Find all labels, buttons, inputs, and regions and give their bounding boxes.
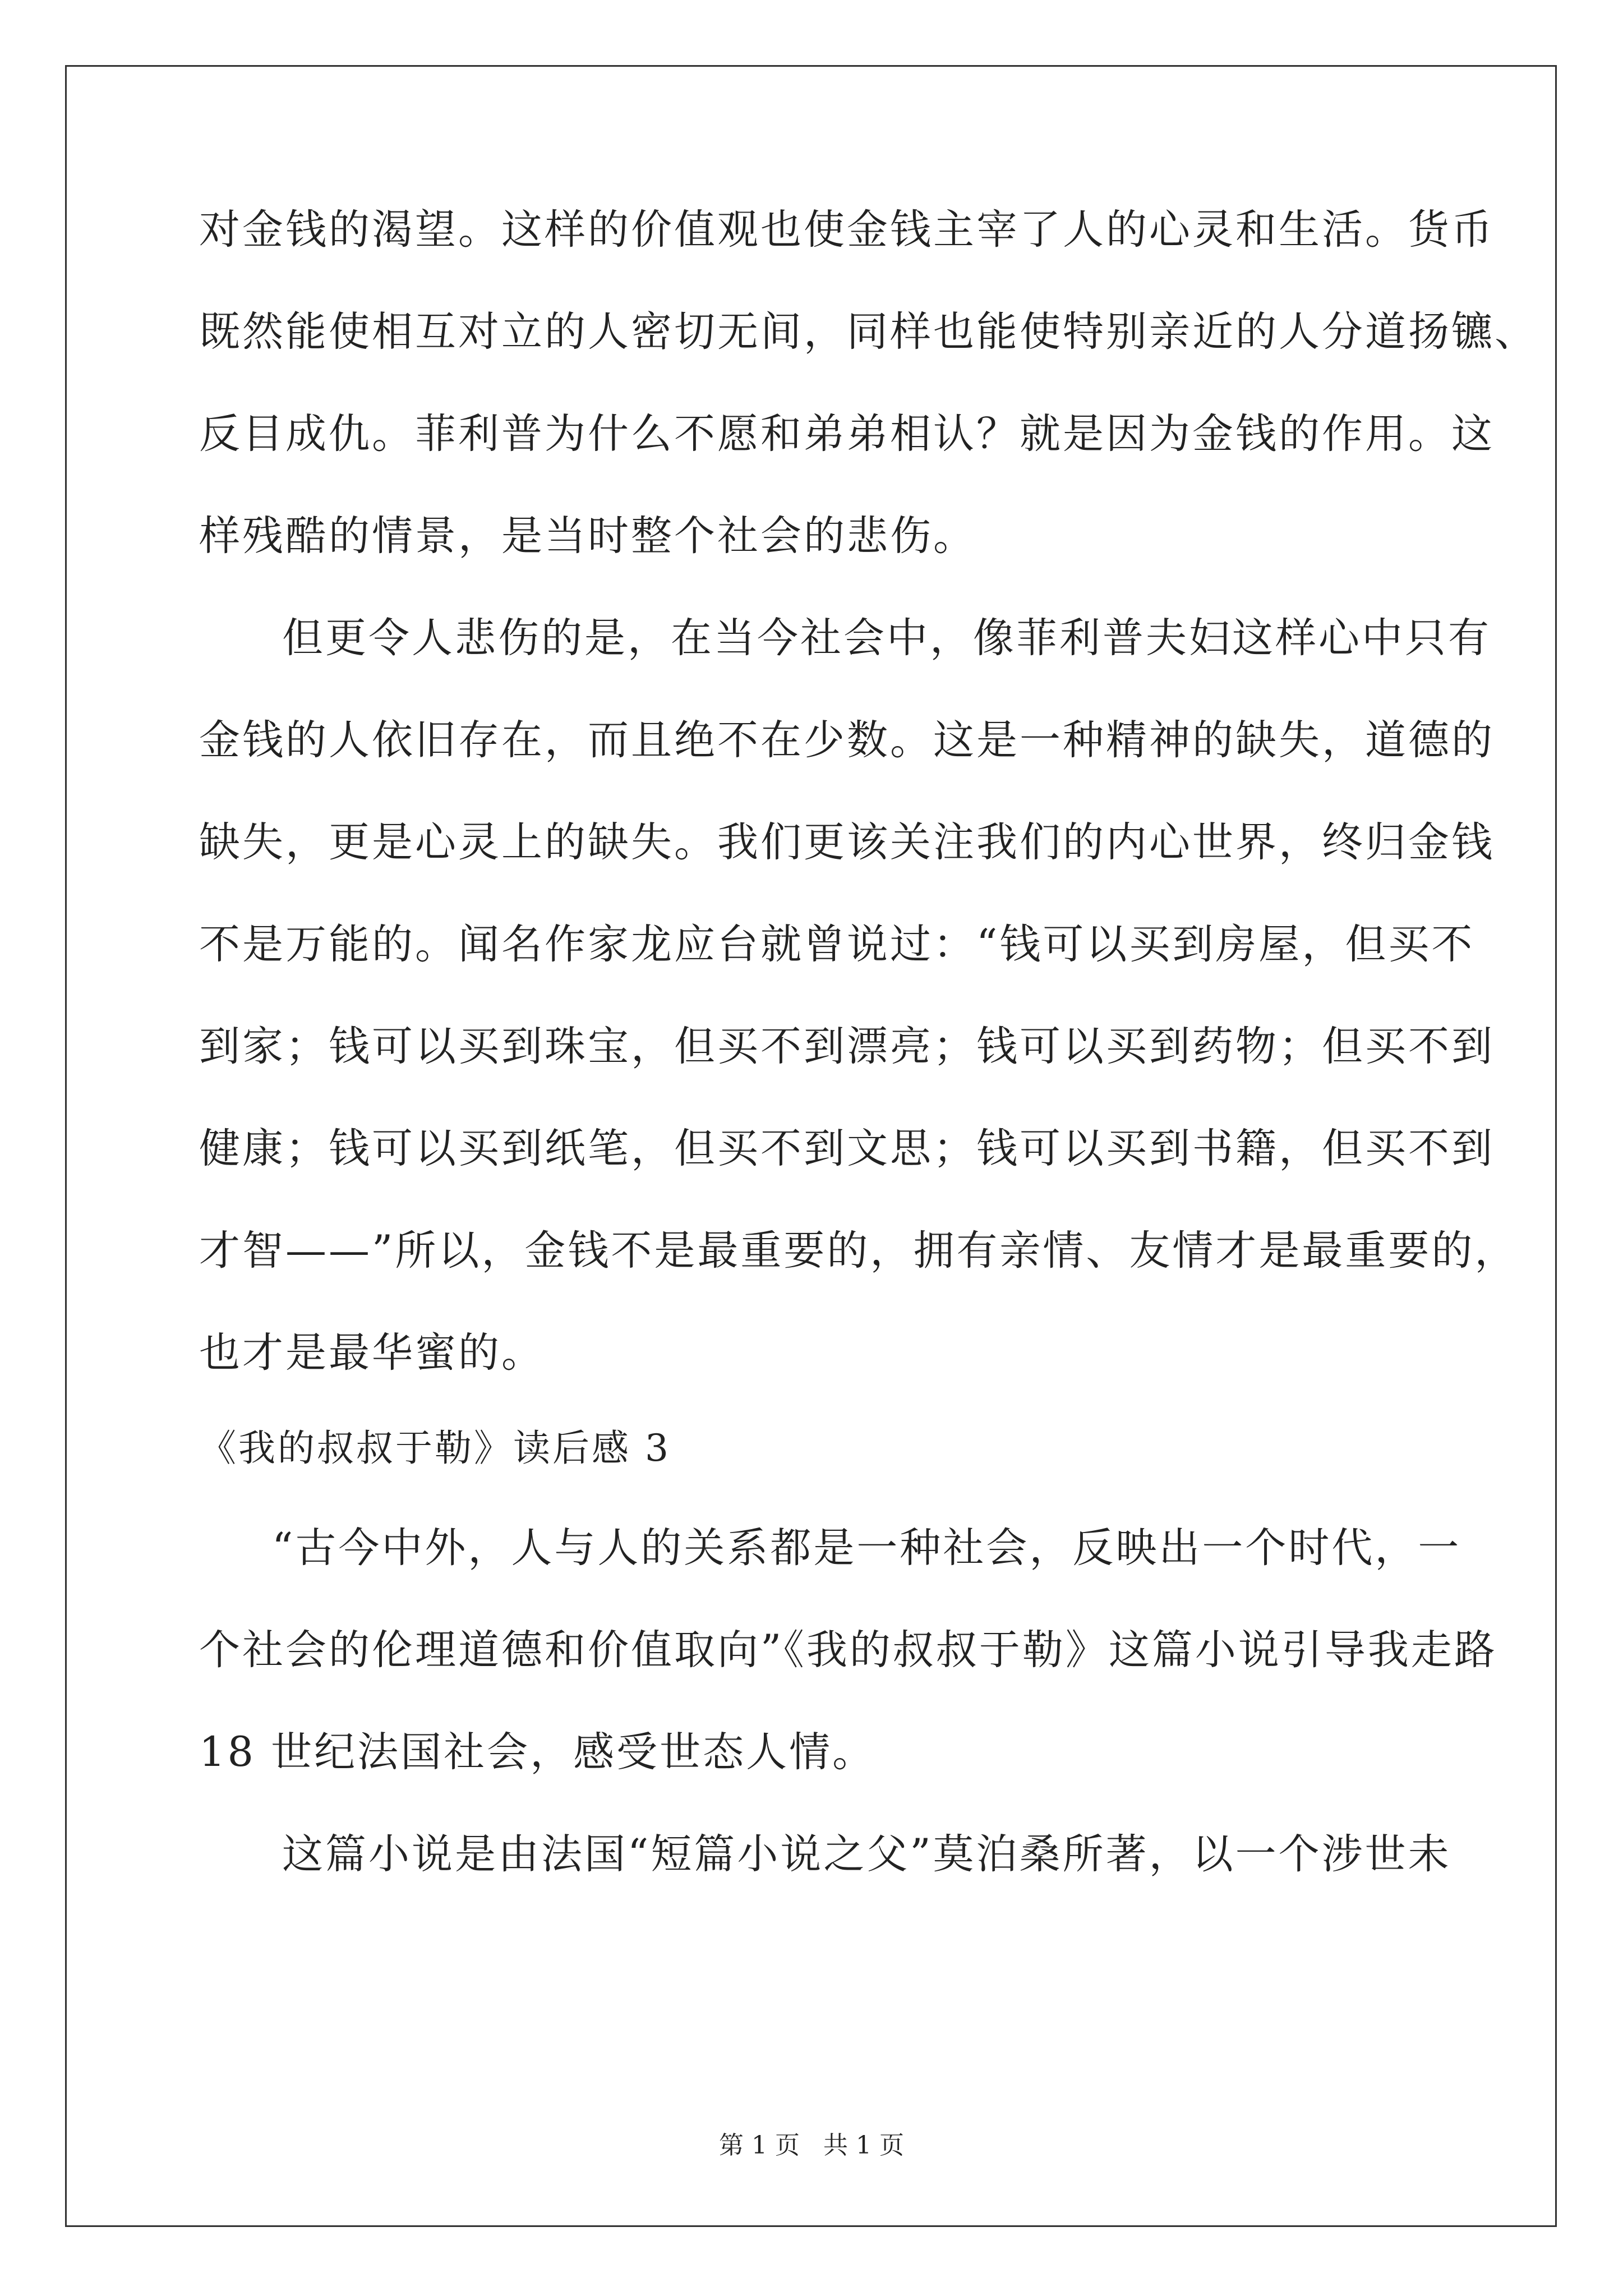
text-line: 金钱的人依旧存在，而且绝不在少数。这是一种精神的缺失，道德的 xyxy=(199,716,1495,764)
text-line: 也才是最华蜜的。 xyxy=(199,1329,545,1377)
text-line: 健康；钱可以买到纸笔，但买不到文思；钱可以买到书籍，但买不到 xyxy=(199,1125,1495,1172)
text-line: 到家；钱可以买到珠宝，但买不到漂亮；钱可以买到药物；但买不到 xyxy=(199,1023,1495,1070)
section-heading: 《我的叔叔于勒》读后感 3 xyxy=(199,1427,671,1470)
text-line: 既然能使相互对立的人密切无间，同样也能使特别亲近的人分道扬镳、 xyxy=(199,308,1538,356)
text-line: 才智——”所以，金钱不是最重要的，拥有亲情、友情才是最重要的， xyxy=(199,1227,1518,1274)
text-line: 反目成仇。菲利普为什么不愿和弟弟相认？就是因为金钱的作用。这 xyxy=(199,410,1495,458)
page-footer xyxy=(0,2129,1623,2162)
paragraph-first-line: “古今中外，人与人的关系都是一种社会，反映出一个时代，一 xyxy=(272,1524,1461,1572)
paragraph-first-line: 这篇小说是由法国“短篇小说之父”莫泊桑所著，以一个涉世未 xyxy=(282,1830,1451,1878)
text-line: 样残酷的情景，是当时整个社会的悲伤。 xyxy=(199,512,976,560)
text-line: 个社会的伦理道德和价值取向”《我的叔叔于勒》这篇小说引导我走路 xyxy=(199,1626,1497,1674)
paragraph-first-line: 但更令人悲伤的是，在当今社会中，像菲利普夫妇这样心中只有 xyxy=(282,614,1491,662)
text-line: 18 世纪法国社会，感受世态人情。 xyxy=(199,1728,876,1776)
text-line: 缺失，更是心灵上的缺失。我们更该关注我们的内心世界，终归金钱 xyxy=(199,818,1495,866)
page-total: 共 1 页 xyxy=(823,2131,904,2160)
text-line: 不是万能的。闻名作家龙应台就曾说过：“钱可以买到房屋，但买不 xyxy=(199,921,1475,968)
text-line: 对金钱的渴望。这样的价值观也使金钱主宰了人的心灵和生活。货币 xyxy=(199,206,1495,254)
page-number: 第 1 页 xyxy=(719,2131,800,2160)
